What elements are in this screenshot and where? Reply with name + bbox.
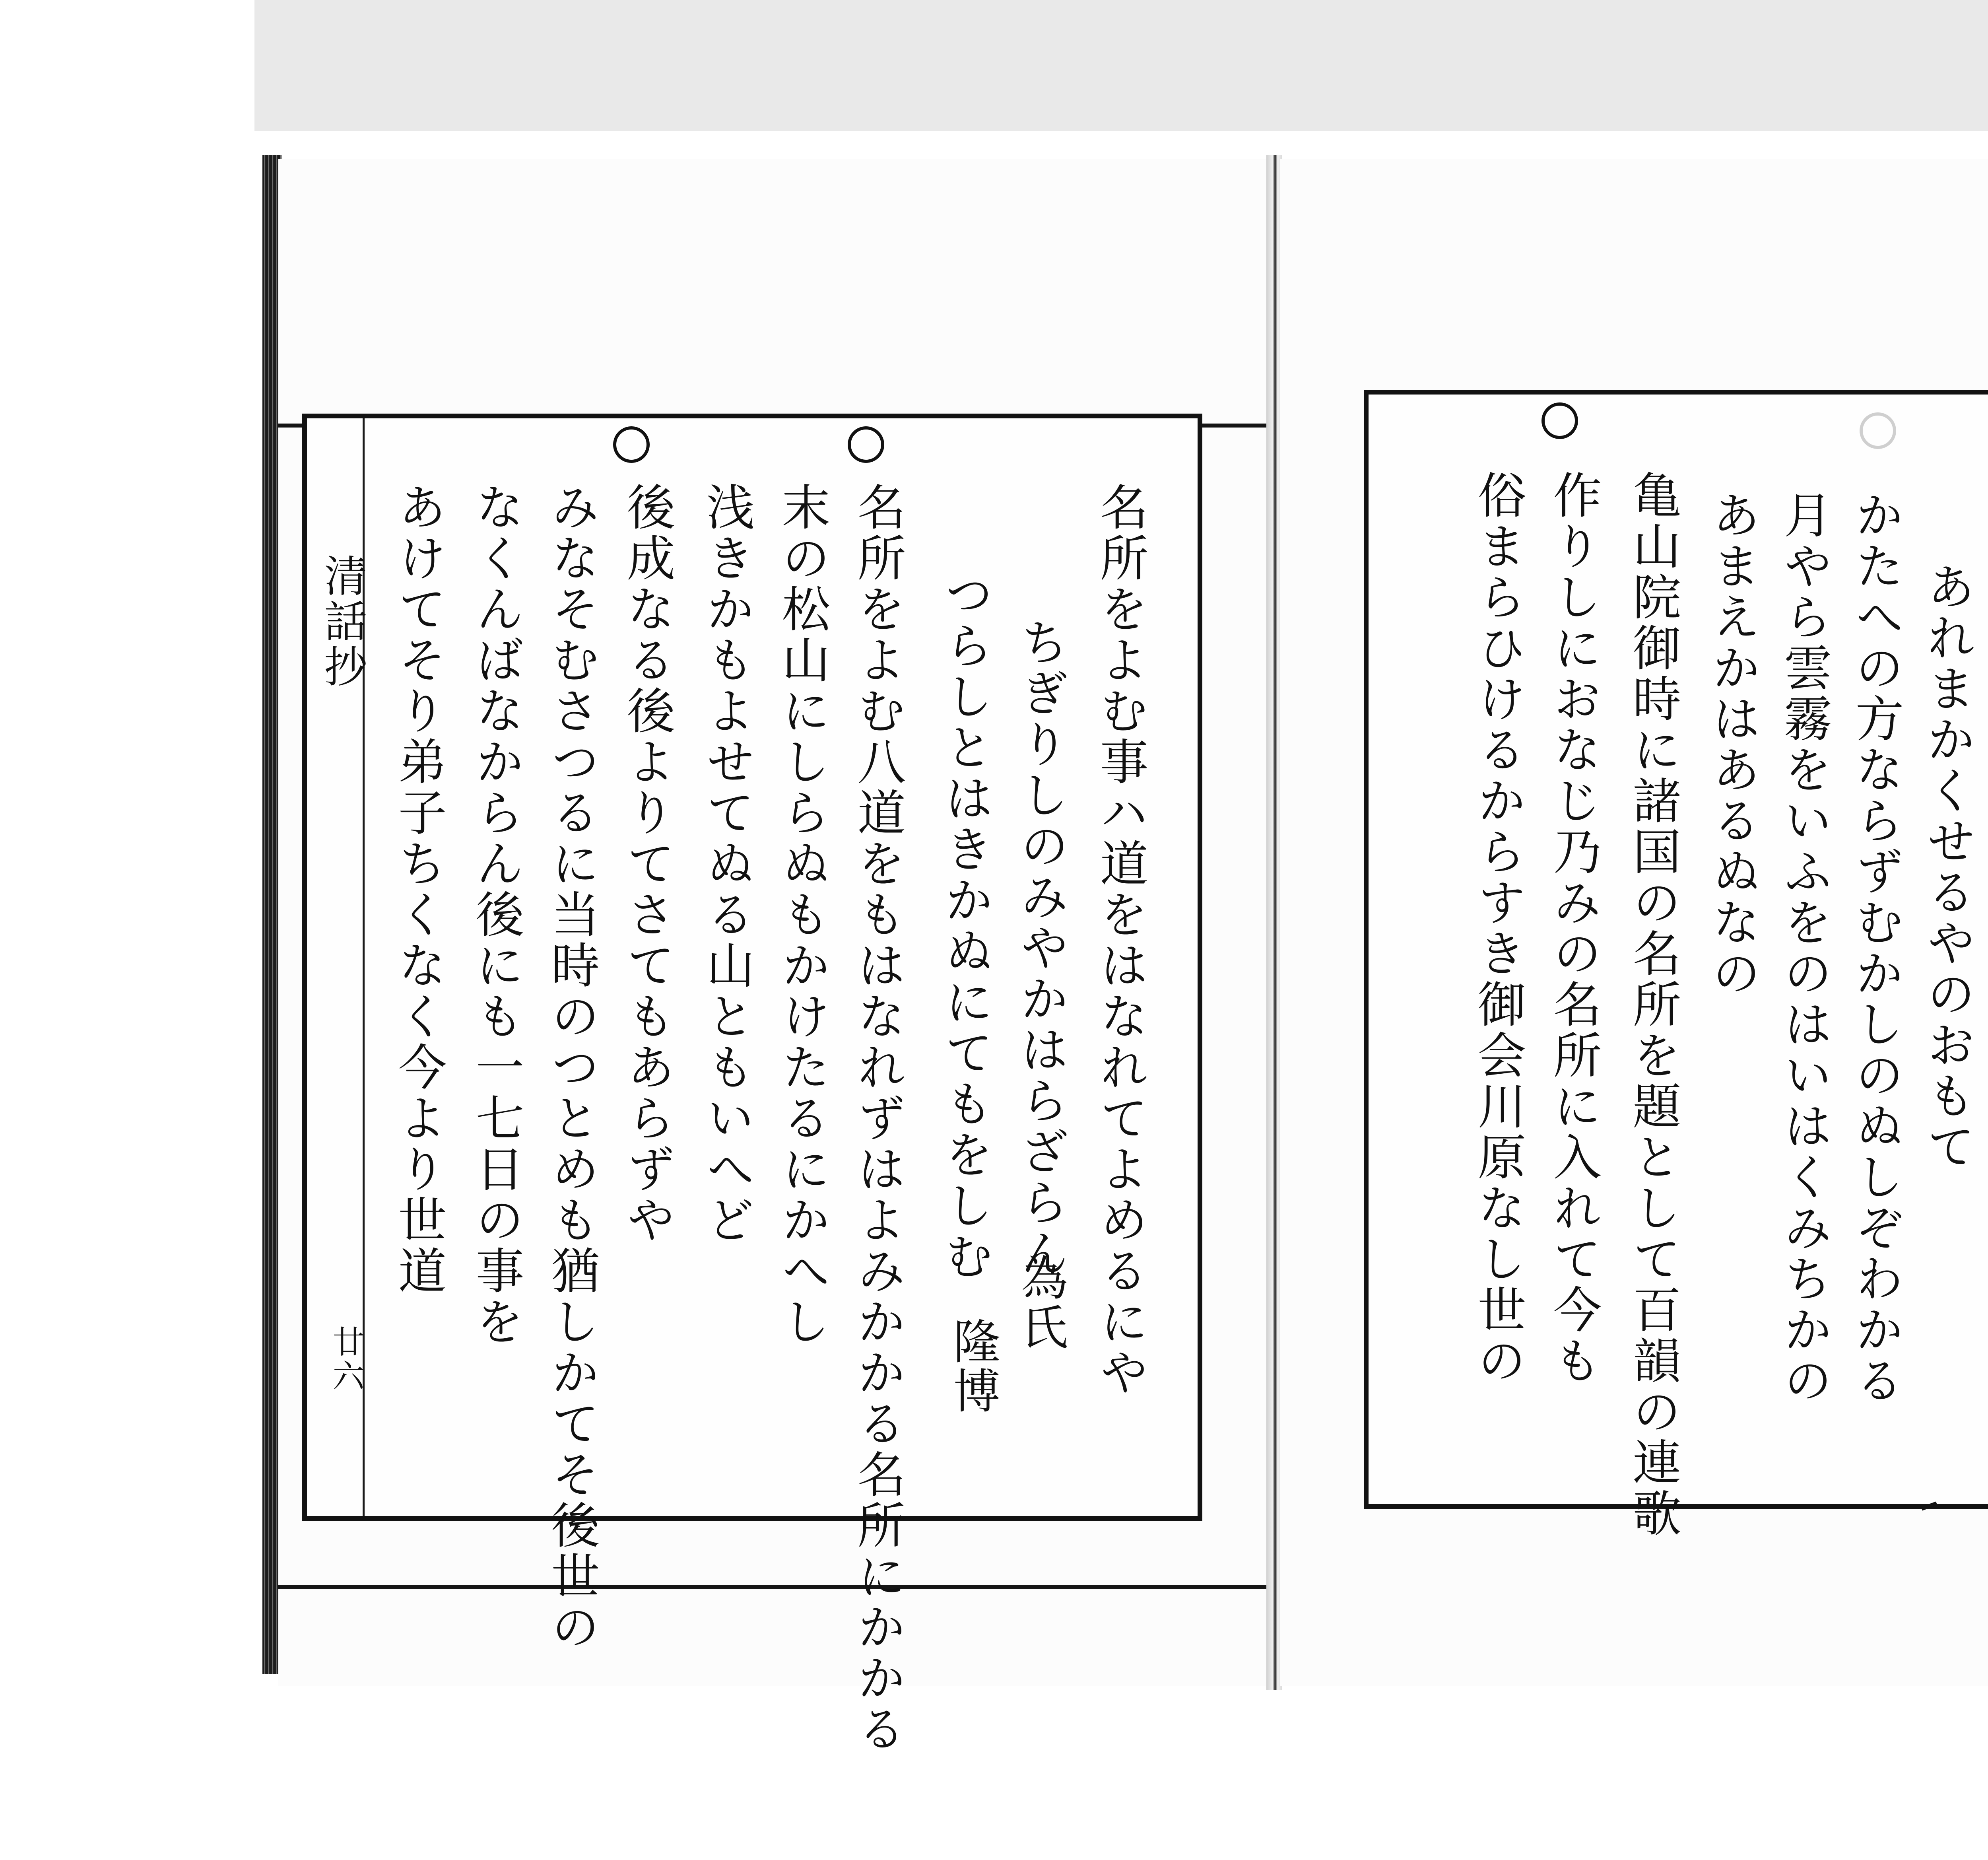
text-column-1: 名所をよむ事ハ道をはなれてよめるにや xyxy=(1092,482,1148,1398)
left-page xyxy=(278,159,1272,1755)
text-column-3: つらしとはきかぬにてもをしむ xyxy=(937,569,993,1282)
right-column-10: 俗まらひけるからすき御会川原なし世の xyxy=(1470,470,1526,1386)
right-column-6: 月やら雲霧をいふをのはいはくみちかの xyxy=(1776,490,1832,1406)
section-circle-mark-2 xyxy=(613,426,650,463)
left-bottom-rule xyxy=(278,1585,1272,1589)
section-circle-mark-1 xyxy=(848,426,884,463)
text-column-4: 名所をよむ八道をもはなれずはよみかかる名所にかかる xyxy=(849,482,906,1755)
scan-background-band xyxy=(254,0,1988,131)
right-column-8: 亀山院御時に諸国の名所を題として百韻の連歌 xyxy=(1625,470,1681,1539)
book-gutter xyxy=(1266,155,1282,1690)
right-column-5: かたへの方ならずむかしのぬしぞわかる xyxy=(1847,490,1904,1406)
margin-title: 清話抄 xyxy=(317,554,367,690)
page-number: 廿六 xyxy=(327,1325,364,1394)
text-column-6: 浅きかもよせてぬる山ともいへど xyxy=(698,482,755,1246)
right-column-7: あまえかはあるぬなの xyxy=(1704,490,1761,999)
text-column-10: あけてそり弟子ちくなく今より世道 xyxy=(390,482,447,1296)
text-column-2: ちぎりしのみやかはらざらん xyxy=(1012,617,1069,1279)
signature-tameuji: 為氏 xyxy=(1013,1254,1068,1352)
left-text-frame xyxy=(302,414,1202,1755)
signature-takahiro: 隆博 xyxy=(945,1317,1000,1416)
section-circle-mark-3 xyxy=(1541,402,1578,439)
faint-circle-mark xyxy=(1860,412,1896,449)
text-column-7: 後成なる後よりてさてもあらずや xyxy=(619,482,675,1246)
right-column-4: あれまかくせるやのおもて xyxy=(1919,562,1975,1172)
text-column-8: みなそむさつるに当時のつとめも猶しかてそ後世の xyxy=(543,482,600,1653)
book-spread xyxy=(278,143,1988,1755)
text-column-5: 末の松山にしらぬもかけたるにかへし xyxy=(774,482,830,1347)
text-column-9: なくんばなからん後にも一七日の事を xyxy=(468,482,524,1347)
right-text-frame xyxy=(1364,390,1988,1539)
right-column-9: 作りしにおなじ乃みの名所に入れて今も xyxy=(1545,470,1602,1386)
